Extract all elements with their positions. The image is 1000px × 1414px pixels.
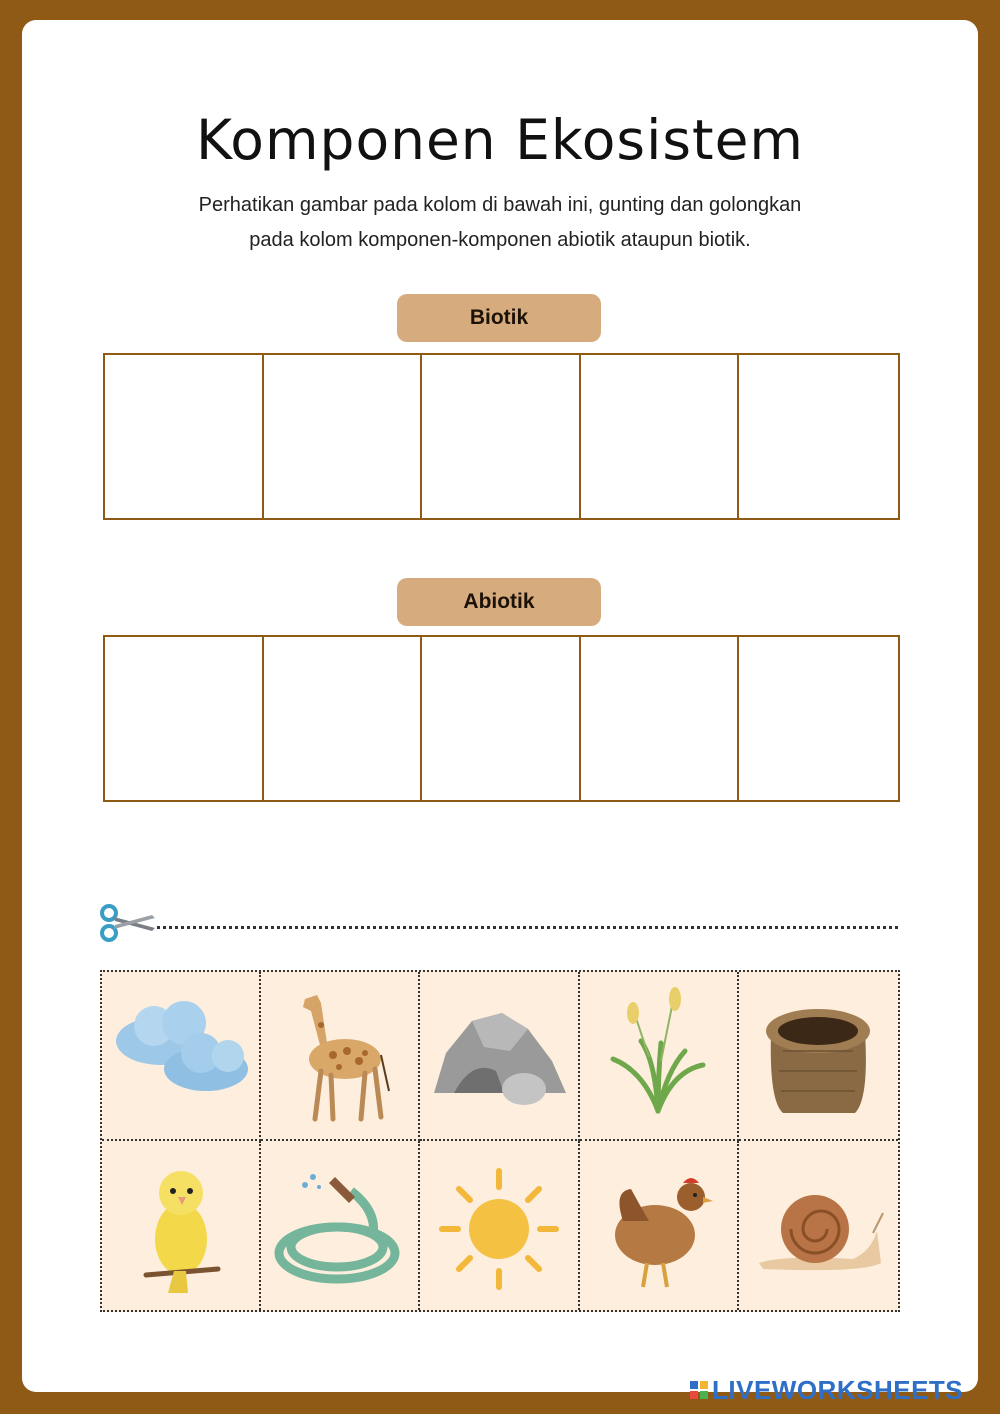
biotik-label: Biotik: [397, 294, 601, 342]
giraffe-icon: [265, 981, 415, 1131]
cutout-cards: [100, 970, 900, 1312]
hose-icon: [265, 1151, 415, 1301]
abiotik-slot[interactable]: [739, 637, 898, 800]
abiotik-label: Abiotik: [397, 578, 601, 626]
biotik-slot[interactable]: [422, 355, 581, 518]
card-bird[interactable]: [102, 1141, 261, 1310]
abiotik-slot[interactable]: [264, 637, 423, 800]
card-cloud[interactable]: [102, 972, 261, 1141]
liveworksheets-logo-icon: [690, 1381, 708, 1399]
card-soil-sack[interactable]: [739, 972, 898, 1141]
abiotik-slot[interactable]: [581, 637, 740, 800]
scissors-icon: [97, 904, 157, 942]
watermark-text: LIVEWORKSHEETS: [712, 1374, 964, 1405]
instruction-line-2: pada kolom komponen-komponen abiotik ataupun biotik.: [249, 229, 751, 251]
card-sun[interactable]: [420, 1141, 579, 1310]
bird-icon: [106, 1151, 256, 1301]
card-hen[interactable]: [580, 1141, 739, 1310]
sun-icon: [424, 1151, 574, 1301]
cloud-icon: [106, 981, 256, 1131]
card-giraffe[interactable]: [261, 972, 420, 1141]
card-plant[interactable]: [580, 972, 739, 1141]
biotik-slot[interactable]: [105, 355, 264, 518]
plant-icon: [583, 981, 733, 1131]
card-snail[interactable]: [739, 1141, 898, 1310]
instruction-line-1: Perhatikan gambar pada kolom di bawah ini, gunting dan golongkan: [198, 194, 802, 216]
snail-icon: [743, 1151, 893, 1301]
cut-line: [157, 926, 898, 929]
page-title: Komponen Ekosistem: [195, 108, 804, 172]
soil-sack-icon: [743, 981, 893, 1131]
rock-icon: [424, 981, 574, 1131]
abiotik-drop-grid: [103, 635, 900, 802]
biotik-drop-grid: [103, 353, 900, 520]
abiotik-slot[interactable]: [105, 637, 264, 800]
biotik-slot[interactable]: [264, 355, 423, 518]
card-hose[interactable]: [261, 1141, 420, 1310]
abiotik-slot[interactable]: [422, 637, 581, 800]
hen-icon: [583, 1151, 733, 1301]
biotik-slot[interactable]: [581, 355, 740, 518]
liveworksheets-watermark: [690, 1372, 990, 1408]
biotik-slot[interactable]: [739, 355, 898, 518]
card-rock[interactable]: [420, 972, 579, 1141]
